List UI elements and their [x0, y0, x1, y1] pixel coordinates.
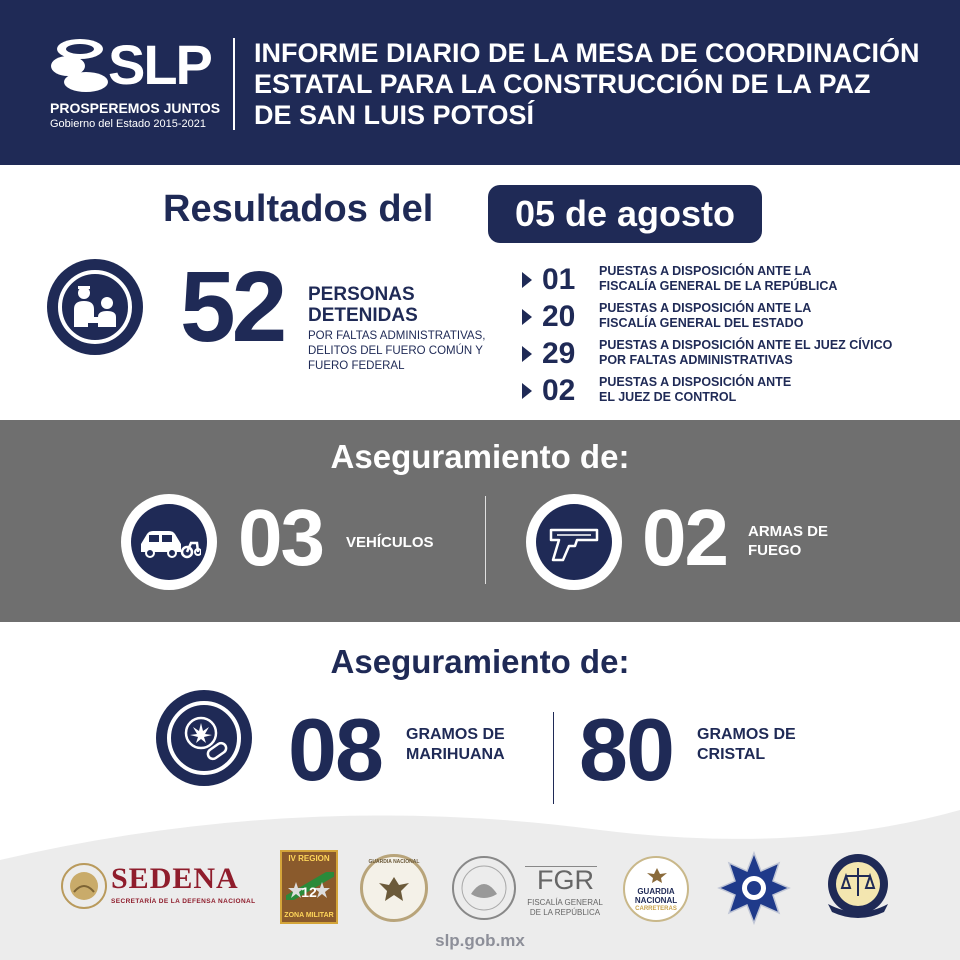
detained-subtitle	[308, 329, 508, 374]
arrow-right-icon	[522, 346, 532, 362]
marijuana-count: 08	[288, 700, 382, 799]
seizure-title: Aseguramiento de:	[330, 438, 630, 475]
list-item	[522, 373, 942, 410]
eagle-icon	[377, 873, 411, 903]
handgun-icon	[547, 522, 601, 562]
crystal-label-line: GRAMOS DE	[697, 726, 796, 743]
arrow-right-icon	[522, 309, 532, 325]
fgr-subtitle	[525, 898, 605, 918]
gn-carreteras-line: NACIONAL	[634, 896, 678, 905]
results-date: 05 de agosto	[488, 185, 762, 243]
list-item	[522, 299, 942, 336]
weapons-label	[748, 522, 828, 560]
logo-text: SLP	[108, 33, 211, 96]
disposition-list	[522, 262, 942, 410]
weapons-label-line: ARMAS DE	[748, 523, 829, 540]
drugs-icon-badge	[156, 690, 252, 786]
fgr-sub-line: FISCALÍA GENERAL	[527, 898, 603, 907]
detained-title-line: PERSONAS	[308, 284, 415, 305]
marijuana-label	[406, 725, 505, 765]
disposition-text	[599, 338, 892, 368]
fgr-sub-line: DE LA REPÚBLICA	[529, 908, 601, 917]
arrow-right-icon	[522, 272, 532, 288]
region-badge	[280, 850, 338, 924]
results-label: Resultados del	[163, 188, 434, 230]
disposition-count: 01	[542, 263, 576, 296]
sedena-logo-text: SEDENA	[111, 862, 239, 895]
weapons-label-line: FUEGO	[748, 542, 802, 559]
eagle-icon	[645, 866, 669, 884]
logo-subtitle: Gobierno del Estado 2015-2021	[50, 118, 206, 130]
region-badge-bottom: ZONA MILITAR	[284, 912, 334, 919]
fgr-logo-text: FGR	[537, 865, 594, 895]
disposition-line: FISCALÍA GENERAL DEL ESTADO	[599, 316, 804, 330]
drugs-divider	[553, 712, 554, 804]
disposition-line: EL JUEZ DE CONTROL	[599, 390, 737, 404]
handgun-icon-badge	[526, 494, 622, 590]
header-banner	[0, 0, 960, 165]
marijuana-label-line: MARIHUANA	[406, 746, 505, 763]
disposition-text	[599, 264, 837, 294]
police-star-icon	[717, 851, 791, 925]
arrest-icon	[70, 285, 120, 329]
marijuana-label-line: GRAMOS DE	[406, 726, 505, 743]
report-title-line: DE SAN LUIS POTOSÍ	[254, 100, 535, 130]
guardia-nacional-label: GUARDIA NACIONAL	[368, 859, 420, 865]
region-badge-number: 12	[301, 884, 317, 900]
drugs-icon	[179, 713, 229, 763]
detained-title-line: DETENIDAS	[308, 305, 418, 326]
report-title-line: INFORME DIARIO DE LA MESA DE COORDINACIÓN	[254, 38, 920, 68]
slp-logo-mark-icon	[50, 36, 110, 94]
gn-carreteras-line: CARRETERAS	[635, 906, 677, 912]
crystal-count: 80	[579, 700, 673, 799]
vehicles-label: VEHÍCULOS	[346, 534, 434, 551]
disposition-line: PUESTAS A DISPOSICIÓN ANTE	[599, 375, 792, 389]
disposition-line: POR FALTAS ADMINISTRATIVAS	[599, 353, 793, 367]
region-badge-top: IV REGION	[288, 854, 330, 863]
disposition-line: FISCALÍA GENERAL DE LA REPÚBLICA	[599, 279, 838, 293]
crystal-label-line: CRISTAL	[697, 746, 766, 763]
report-title-line: ESTATAL PARA LA CONSTRUCCIÓN DE LA PAZ	[254, 69, 871, 99]
sedena-subtitle: SECRETARÍA DE LA DEFENSA NACIONAL	[111, 898, 256, 905]
disposition-count: 02	[542, 374, 576, 407]
detained-sub-line: DELITOS DEL FUERO COMÚN Y	[308, 345, 483, 357]
disposition-text	[599, 375, 791, 405]
disposition-line: PUESTAS A DISPOSICIÓN ANTE EL JUEZ CÍVICO	[599, 338, 893, 352]
disposition-text	[599, 301, 811, 331]
crystal-label	[697, 725, 796, 765]
disposition-count: 20	[542, 300, 576, 333]
detained-sub-line: FUERO FEDERAL	[308, 360, 405, 372]
seizure-drugs-title: Aseguramiento de:	[330, 643, 630, 680]
disposition-count: 29	[542, 337, 576, 370]
gn-carreteras-seal	[623, 856, 689, 922]
slp-logo	[50, 33, 221, 136]
list-item	[522, 336, 942, 373]
vehicles-icon	[137, 522, 201, 562]
website-url[interactable]: slp.gob.mx	[435, 931, 525, 950]
mexican-seal-icon	[60, 862, 108, 910]
vehicles-icon-badge	[121, 494, 217, 590]
guardia-nacional-seal	[360, 854, 428, 922]
header-divider	[233, 38, 235, 130]
arrest-icon-badge	[47, 259, 143, 355]
logo-tagline: PROSPEREMOS JUNTOS	[50, 100, 221, 116]
fiscalia-estado-seal-icon	[818, 852, 898, 922]
vehicles-count: 03	[238, 493, 323, 582]
detained-count: 52	[180, 251, 284, 363]
report-title	[254, 38, 934, 131]
gn-carreteras-line: GUARDIA	[637, 887, 675, 896]
list-item	[522, 262, 942, 299]
detained-sub-line: POR FALTAS ADMINISTRATIVAS,	[308, 330, 486, 342]
weapons-count: 02	[642, 493, 727, 582]
disposition-line: PUESTAS A DISPOSICIÓN ANTE LA	[599, 301, 812, 315]
disposition-line: PUESTAS A DISPOSICIÓN ANTE LA	[599, 264, 812, 278]
detained-title	[308, 284, 418, 326]
arrow-right-icon	[522, 383, 532, 399]
seizure-divider	[485, 496, 486, 584]
mexican-coat-of-arms-icon	[451, 854, 517, 922]
